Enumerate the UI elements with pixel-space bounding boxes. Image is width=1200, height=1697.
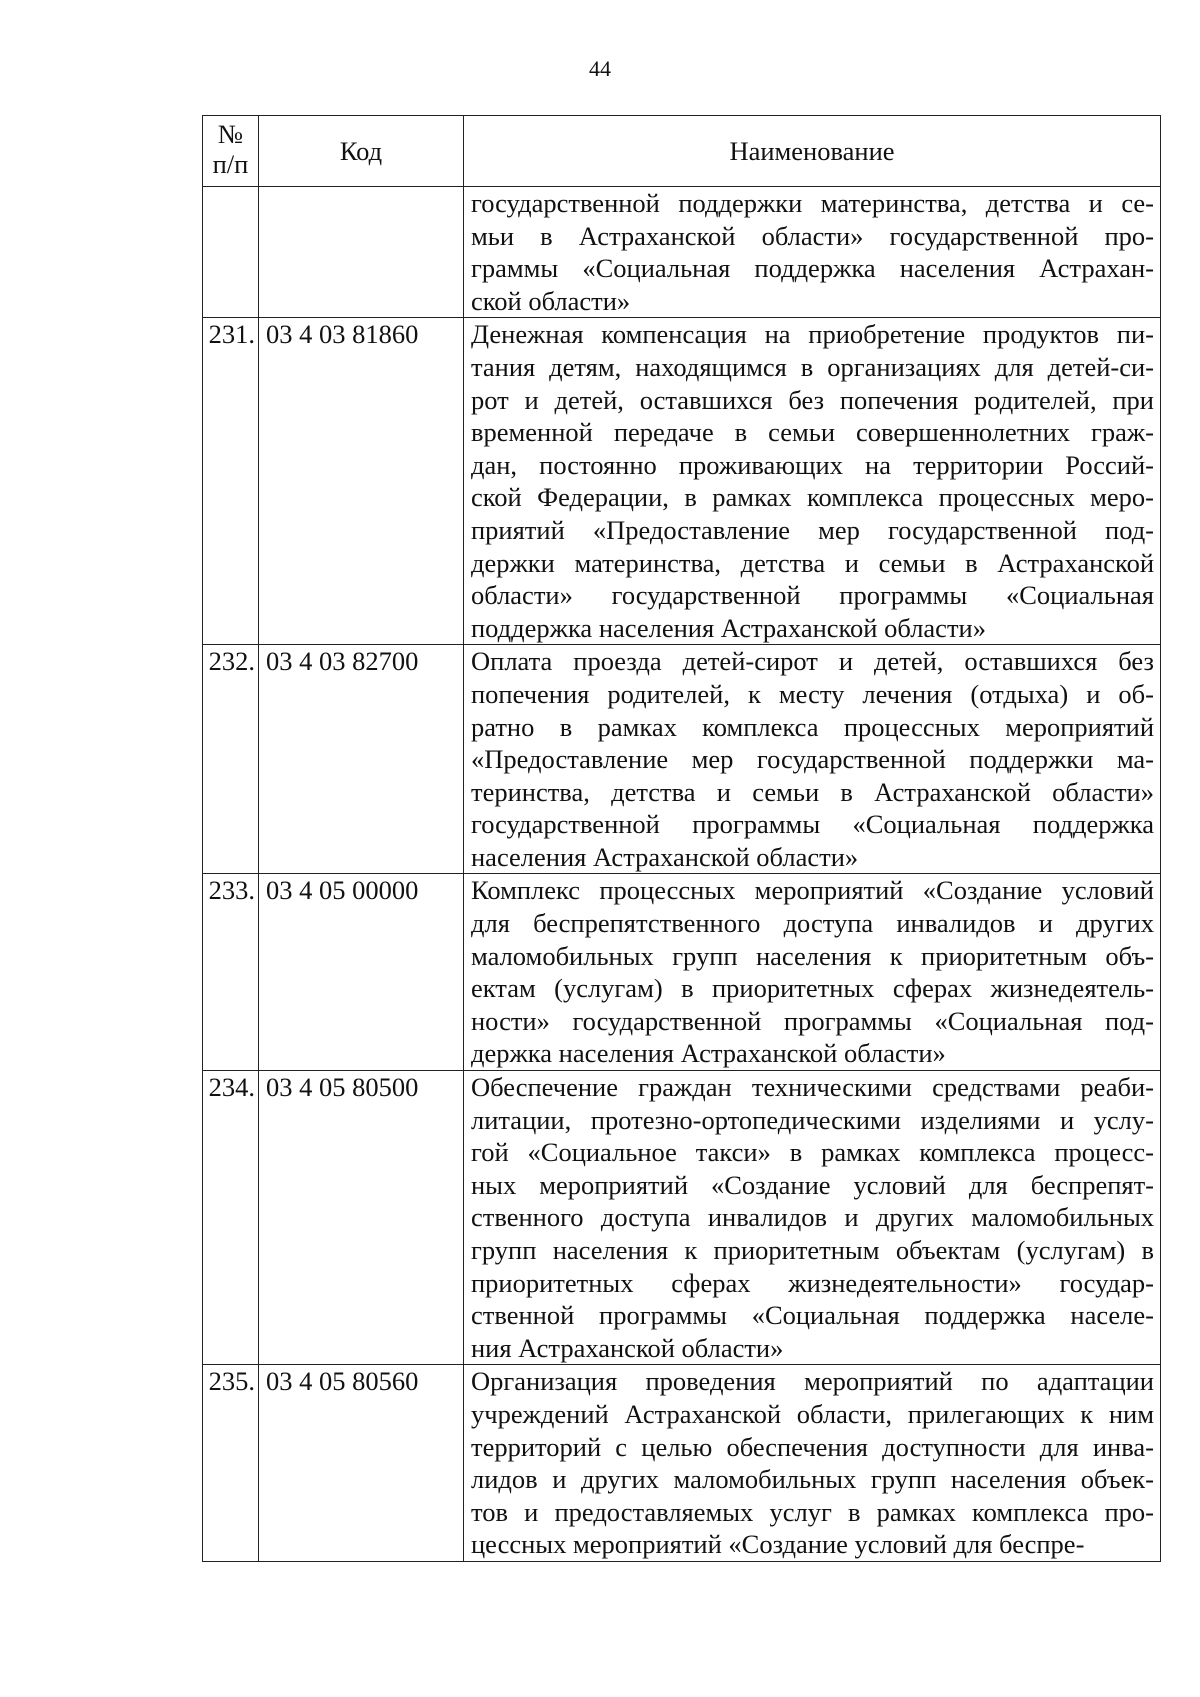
row-name-line: ской области» [471,285,631,316]
row-number: 233. [203,874,259,1071]
table-row [203,1365,1161,1562]
table-row [203,645,1161,874]
row-name-line: ектам (услугам) в приоритетных сферах жизнедеятель- [471,973,1154,1004]
row-name-line: области» государственной программы «Социальная [471,580,1154,611]
row-number: 232. [203,645,259,874]
row-name-line: попечения родителей, к месту лечения (отдыха) и об- [471,678,1154,709]
header-number-abbr: п/п [212,149,249,179]
row-name-line: ственного доступа инвалидов и других маломобильных [471,1202,1154,1233]
header-code: Код [259,116,464,187]
row-name-line: держки материнства, детства и семьи в Астраханской [471,547,1154,578]
row-name-line: ных мероприятий «Создание условий для беспрепят- [471,1169,1154,1200]
row-name-line: тания детям, находящимся в организациях для детей-си- [471,351,1154,382]
row-name-line: приятий «Предоставление мер государственной под- [471,514,1154,545]
row-name [464,645,1161,874]
row-name [464,874,1161,1071]
row-number: 231. [203,318,259,645]
row-name-line: государственной программы «Социальная поддержка [471,809,1154,840]
row-name-line: ской Федерации, в рамках комплекса процессных меро- [471,482,1154,513]
row-name-line: Обеспечение граждан техническими средствами реаби- [471,1072,1154,1103]
row-number: 235. [203,1365,259,1562]
row-name-line: учреждений Астраханской области, прилегающих к ним [471,1398,1154,1429]
row-name-line: поддержка населения Астраханской области» [471,612,986,643]
row-name [464,318,1161,645]
header-number [203,116,259,187]
table-body [203,187,1161,1562]
row-number: 234. [203,1071,259,1365]
row-code: 03 4 05 80500 [259,1071,464,1365]
row-name-line: ния Астраханской области» [471,1332,784,1363]
header-number-symbol: № [217,119,244,149]
row-name-line: литации, протезно-ортопедическими изделиями и услу- [471,1104,1154,1135]
row-name-line: ратно в рамках комплекса процессных мероприятий [471,711,1154,742]
row-code: 03 4 05 80560 [259,1365,464,1562]
row-name-line: государственной поддержки материнства, детства и се- [471,188,1154,218]
row-name-line: для беспрепятственного доступа инвалидов и других [471,908,1154,939]
row-code [259,187,464,318]
row-name-line: населения Астраханской области» [471,841,859,872]
row-name-line: Денежная компенсация на приобретение продуктов пи- [471,319,1154,350]
row-number [203,187,259,318]
table-row [203,318,1161,645]
table-row [203,187,1161,318]
row-name-line: лидов и других маломобильных групп населения объек- [471,1464,1154,1495]
table-header-row [203,116,1161,187]
row-name [464,187,1161,318]
row-name-line: гой «Социальное такси» в рамках комплекса процесс- [471,1137,1154,1168]
row-name-line: приоритетных сферах жизнедеятельности» государ- [471,1267,1154,1298]
row-name-line: Комплекс процессных мероприятий «Создание условий [471,875,1154,906]
row-name-line: держка населения Астраханской области» [471,1038,946,1069]
row-name-line: групп населения к приоритетным объектам (услугам) в [471,1235,1154,1265]
row-code: 03 4 03 81860 [259,318,464,645]
row-name-line: граммы «Социальная поддержка населения Астрахан- [471,253,1154,284]
row-code: 03 4 05 00000 [259,874,464,1071]
table-row [203,874,1161,1071]
row-name-line: Организация проведения мероприятий по адаптации [471,1366,1154,1397]
budget-classification-table [202,115,1161,1562]
row-name-line: ственной программы «Социальная поддержка населе- [471,1300,1154,1331]
row-name-line: территорий с целью обеспечения доступности для инва- [471,1431,1154,1462]
row-name-line: цессных мероприятий «Создание условий для беспре- [471,1529,1085,1560]
row-name [464,1365,1161,1562]
row-name-line: маломобильных групп населения к приоритетным объ- [471,940,1154,971]
table-row [203,1071,1161,1365]
row-name-line: Оплата проезда детей-сирот и детей, оставшихся без [471,646,1154,677]
row-code: 03 4 03 82700 [259,645,464,874]
row-name-line: тов и предоставляемых услуг в рамках комплекса про- [471,1496,1154,1527]
row-name-line: теринства, детства и семьи в Астраханской области» [471,776,1154,807]
page-number: 44 [589,56,611,81]
row-name-line: «Предоставление мер государственной поддержки ма- [471,744,1154,775]
row-name-line: ности» государственной программы «Социальная под- [471,1005,1154,1036]
row-name-line: мьи в Астраханской области» государственной про- [471,220,1154,251]
row-name [464,1071,1161,1365]
header-name: Наименование [464,116,1161,187]
row-name-line: дан, постоянно проживающих на территории Россий- [471,449,1154,480]
row-name-line: рот и детей, оставшихся без попечения родителей, при [471,384,1154,415]
row-name-line: временной передаче в семьи совершеннолетних граж- [471,417,1154,448]
